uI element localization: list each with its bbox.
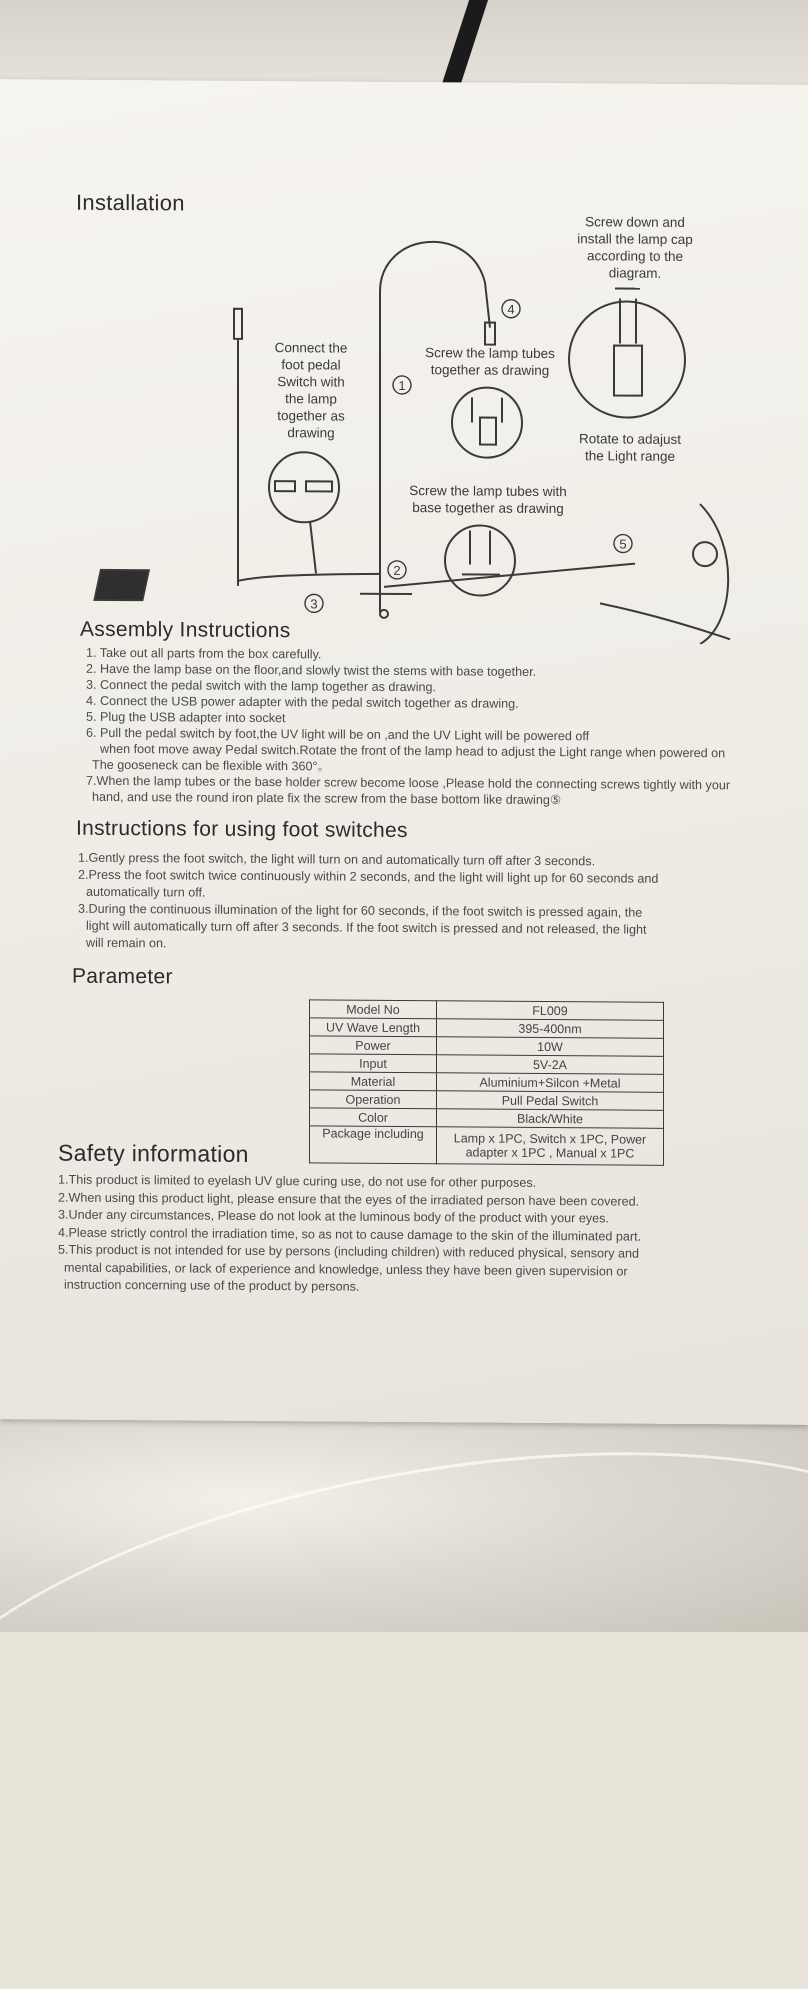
foot-switch-title: Instructions for using foot switches <box>76 817 408 843</box>
lamp-tip-left <box>234 309 242 339</box>
marker-4 <box>502 300 520 318</box>
zoom-connector <box>269 452 339 522</box>
instruction-sheet <box>0 79 808 1425</box>
hand-line <box>700 504 728 644</box>
pedal-cable <box>238 573 380 582</box>
list-item: 4. Connect the USB power adapter with the pedal switch together as drawing. <box>86 693 806 714</box>
list-item: light will automatically turn off after 3 seconds. If the foot switch is pressed and not released, the light <box>78 918 798 940</box>
list-item: 1.Gently press the foot switch, the light will turn on and automatically turn off after 3 seconds. <box>78 850 798 872</box>
table-row: Power 10W <box>310 1036 664 1056</box>
list-item: automatically turn off. <box>78 884 798 906</box>
marker-3 <box>305 594 323 612</box>
note-lamp-cap: Screw down and install the lamp cap according to the diagram. <box>555 213 715 282</box>
table-row: UV Wave Length 395-400nm <box>310 1018 664 1038</box>
foot-switch-items <box>78 850 798 957</box>
list-item: 7.When the lamp tubes or the base holder screw become loose ,Please hold the connecting screws tightly with your <box>86 773 806 794</box>
assembly-title: Assembly Instructions <box>80 618 291 643</box>
note-rotate: Rotate to adajust the Light range <box>560 430 700 465</box>
list-item: when foot move away Pedal switch.Rotate the front of the lamp head to adjust the Light range when powered on <box>86 741 806 762</box>
parameter-title: Parameter <box>72 965 173 990</box>
installation-diagram <box>0 79 808 645</box>
safety-items <box>58 1172 803 1300</box>
list-item: will remain on. <box>78 935 798 957</box>
table-row: Package including Lamp x 1PC, Switch x 1PC, Power adapter x 1PC , Manual x 1PC <box>310 1126 664 1165</box>
list-item: mental capabilities, or lack of experience and knowledge, unless they have been given supervision or <box>58 1259 803 1282</box>
list-item: 6. Pull the pedal switch by foot,the UV light will be on ,and the UV Light will be powered off <box>86 725 806 746</box>
list-item: 2. Have the lamp base on the floor,and slowly twist the stems with base together. <box>86 661 806 682</box>
svg-text:4: 4 <box>507 302 514 317</box>
list-item: The gooseneck can be flexible with 360°。 <box>86 757 806 778</box>
note-screw-tubes: Screw the lamp tubes together as drawing <box>410 344 570 379</box>
table-row: Input 5V-2A <box>310 1054 664 1074</box>
svg-text:5: 5 <box>619 537 626 552</box>
list-item: hand, and use the round iron plate fix the screw from the base bottom like drawing⑤ <box>86 789 806 810</box>
note-screw-base: Screw the lamp tubes with base together as drawing <box>398 482 578 517</box>
list-item: instruction concerning use of the product by persons. <box>58 1277 803 1300</box>
list-item: 3.Under any circumstances, Please do not look at the luminous body of the product with your eyes. <box>58 1207 803 1230</box>
list-item: 1. Take out all parts from the box carefully. <box>86 645 806 666</box>
list-item: 3.During the continuous illumination of the light for 60 seconds, if the foot switch is pressed again, the <box>78 901 798 923</box>
table-row: Material Aluminium+Silcon +Metal <box>310 1072 664 1092</box>
list-item: 5.This product is not intended for use by persons (including children) with reduced physical, sensory and <box>58 1242 803 1265</box>
table-row: Color Black/White <box>310 1108 664 1128</box>
installation-title: Installation <box>76 190 185 217</box>
foot-pedal <box>94 570 148 600</box>
svg-text:3: 3 <box>310 596 317 611</box>
zoom-lamp-cap <box>569 301 685 418</box>
assembly-steps <box>86 645 806 810</box>
parameter-table <box>309 999 664 1165</box>
note-connect-pedal: Connect the foot pedal Switch with the lamp together as drawing <box>256 339 366 442</box>
zoom-tubes <box>452 387 522 457</box>
marker-1 <box>393 376 411 394</box>
background-top <box>0 0 808 90</box>
zoom-base <box>445 525 515 595</box>
hand-icon <box>693 542 717 566</box>
gooseneck <box>380 242 490 603</box>
list-item: 3. Connect the pedal switch with the lamp together as drawing. <box>86 677 806 698</box>
table-row: Model No FL009 <box>310 1000 664 1020</box>
svg-text:2: 2 <box>393 563 400 578</box>
list-item: 5. Plug the USB adapter into socket <box>86 709 806 730</box>
list-item: 1.This product is limited to eyelash UV glue curing use, do not use for other purposes. <box>58 1172 803 1195</box>
marker-2 <box>388 561 406 579</box>
safety-title: Safety information <box>58 1140 249 1168</box>
list-item: 2.When using this product light, please ensure that the eyes of the irradiated person have been covered. <box>58 1189 803 1212</box>
svg-text:1: 1 <box>398 378 405 393</box>
table-row: Operation Pull Pedal Switch <box>310 1090 664 1110</box>
marker-5 <box>614 534 632 552</box>
list-item: 2.Press the foot switch twice continuously within 2 seconds, and the light will light up for 60 seconds and <box>78 867 798 889</box>
list-item: 4.Please strictly control the irradiation time, so as not to cause damage to the skin of the illuminated part. <box>58 1224 803 1247</box>
